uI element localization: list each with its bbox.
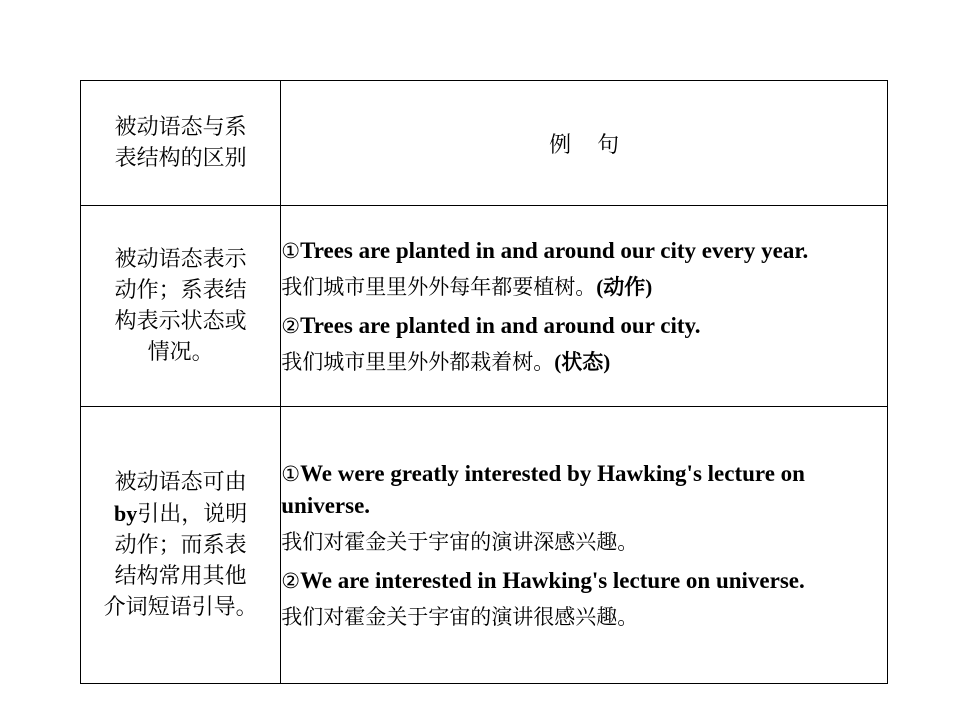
row2-left-line4: 结构常用其他 [114, 564, 247, 589]
table-row [81, 206, 888, 407]
example-english: ②We are interested in Hawking's lecture on universe. [281, 567, 805, 593]
example-block [281, 458, 887, 558]
row2-left-line5: 介词短语引导。 [103, 595, 258, 620]
example-block [281, 310, 887, 378]
table-row [81, 407, 888, 684]
row1-left-line4: 情况。 [147, 340, 214, 365]
example-english: ②Trees are planted in and around our city. [281, 312, 701, 338]
row2-left-by: by [113, 501, 138, 526]
header-left-cell [81, 81, 281, 206]
example-block [281, 235, 887, 303]
header-right-cell [281, 81, 888, 206]
example-chinese: 我们城市里里外外每年都要植树。(动作) [281, 274, 653, 299]
example-block [281, 565, 887, 633]
row1-left-line2: 动作；系表结 [114, 278, 247, 303]
example-chinese: 我们对霍金关于宇宙的演讲很感兴趣。 [281, 604, 639, 629]
row2-left-line1: 被动语态可由 [114, 470, 247, 495]
row1-left-line1: 被动语态表示 [114, 247, 247, 272]
example-chinese: 我们对霍金关于宇宙的演讲深感兴趣。 [281, 529, 639, 554]
header-left-line2: 表结构的区别 [114, 146, 247, 171]
example-english: ①We were greatly interested by Hawking's lecture on universe. [281, 460, 805, 518]
comparison-table [80, 80, 888, 684]
header-row [81, 81, 888, 206]
row2-left-cell [81, 407, 281, 684]
header-right-b: 句 [597, 132, 620, 158]
header-right-a: 例 [549, 132, 572, 158]
example-english: ①Trees are planted in and around our city every year. [281, 237, 809, 263]
example-chinese: 我们城市里里外外都栽着树。(状态) [281, 349, 611, 374]
row2-left-line3: 动作；而系表 [114, 533, 247, 558]
row1-right-cell [281, 206, 888, 407]
row1-left-cell [81, 206, 281, 407]
row2-right-cell [281, 407, 888, 684]
header-left-line1: 被动语态与系 [114, 115, 247, 140]
row1-left-line3: 构表示状态或 [114, 309, 247, 334]
row2-left-line2: 引出，说明 [137, 502, 248, 527]
